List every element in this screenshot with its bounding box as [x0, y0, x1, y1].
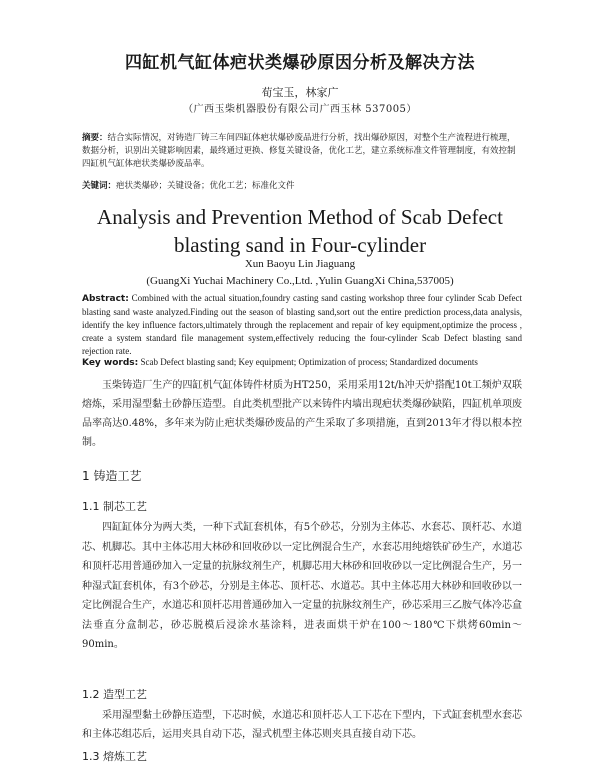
affiliation-en: (GuangXi Yuchai Machinery Co.,Ltd. ,Yulin GuangXi China,537005) [146, 275, 454, 287]
paragraph-1-1: 四缸缸体分为两大类，一种下式缸套机体，有5个砂芯，分别为主体芯、水套芯、顶杆芯、水道芯、机脚芯。其中主体芯用大林砂和回收砂以一定比例混合生产，水套芯用纯熔铁矿砂生产，水道芯和顶杆芯用普通砂加入一定量的抗脉纹剂生产，机脚芯用大林砂和回收砂以一定比例混合生产，另一种湿式缸套机体，有3个砂芯，分别是主体芯、顶杆芯、水道芯。其中主体芯用大林砂和回收砂以一定比例混合生产，水道芯和顶杆芯用普通砂加入一定量的抗脉纹剂生产，砂芯采用三乙胺气体冷芯盒法垂直分盒制芯，砂芯脱模后浸涂水基涂料，进表面烘干炉在100～180℃下烘烤60min～90min。 [82, 522, 522, 650]
keywords-en-text: Scab Defect blasting sand; Key equipment; Optimization of process; Standardized documents [138, 357, 478, 367]
intro-paragraph: 玉柴铸造厂生产的四缸机气缸体铸件材质为HT250，采用采用12t/h冲天炉搭配10t工频炉双联熔炼，采用湿型黏土砂静压造型。自此类机型批产以来铸件内墙出现疤状类爆砂缺陷，四缸机单项废品率高达0.48%，多年来为防止疤状类爆砂废品的产生采取了多项措施，直到2013年才得以根本控制。 [82, 380, 522, 448]
subsection-heading-1-1: 1.1 制芯工艺 [82, 500, 147, 513]
keywords-en [82, 357, 522, 368]
authors-en: Xun Baoyu Lin Jiaguang [244, 258, 356, 270]
abstract-en-text: Combined with the actual situation,foundry casting sand casting workshop three four cylinder Scab Defect blasting sand waste analyzed.Finding out the season of blasting sand,sort out the entire prediction process,data analysis, identify the key influence factors,ultimately through the replacement and repair of key equipment,optimize the process , create a system standard file management system,effectively reducing the four-cylinder Scab Defect blasting sand rejection rate. [82, 293, 522, 356]
section-heading-1: 1 铸造工艺 [82, 469, 142, 483]
abstract-cn [82, 132, 522, 171]
paragraph-1-2: 采用湿型黏土砂静压造型，下芯时候，水道芯和顶杆芯人工下芯在下型内，下式缸套机型水套芯和主体芯组芯后，运用夹具自动下芯，湿式机型主体芯则夹具直接自动下芯。 [82, 710, 522, 740]
subsection-heading-1-2: 1.2 造型工艺 [82, 688, 147, 701]
keywords-cn-label: 关键词： [82, 181, 117, 191]
abstract-en-label: Abstract: [82, 294, 129, 304]
affiliation-cn: （广西玉柴机器股份有限公司广西玉林 537005） [183, 104, 417, 115]
paper-title-en: Analysis and Prevention Method of Scab Defect blasting sand in Four-cylinder [97, 205, 503, 257]
keywords-cn [82, 180, 522, 193]
paper-title-cn: 四缸机气缸体疤状类爆砂原因分析及解决方法 [125, 53, 475, 73]
subsection-heading-1-3: 1.3 熔炼工艺 [82, 750, 147, 763]
abstract-cn-label: 摘要： [82, 133, 108, 143]
keywords-cn-text: 疤状类爆砂；关键设备；优化工艺；标准化文件 [116, 181, 295, 191]
abstract-cn-text: 结合实际情况，对铸造厂铸三车间四缸体疤状爆砂废品进行分析，找出爆砂原因，对整个生产流程进行梳理，数据分析，识别出关键影响因素，最终通过更换、修复关键设备，优化工艺，建立系统标准文件管理制度，有效控制四缸机气缸体疤状类爆砂废品率。 [82, 133, 516, 169]
abstract-en [82, 292, 522, 358]
keywords-en-label: Key words: [82, 358, 139, 368]
authors-cn: 荀宝玉，林家广 [261, 86, 339, 99]
